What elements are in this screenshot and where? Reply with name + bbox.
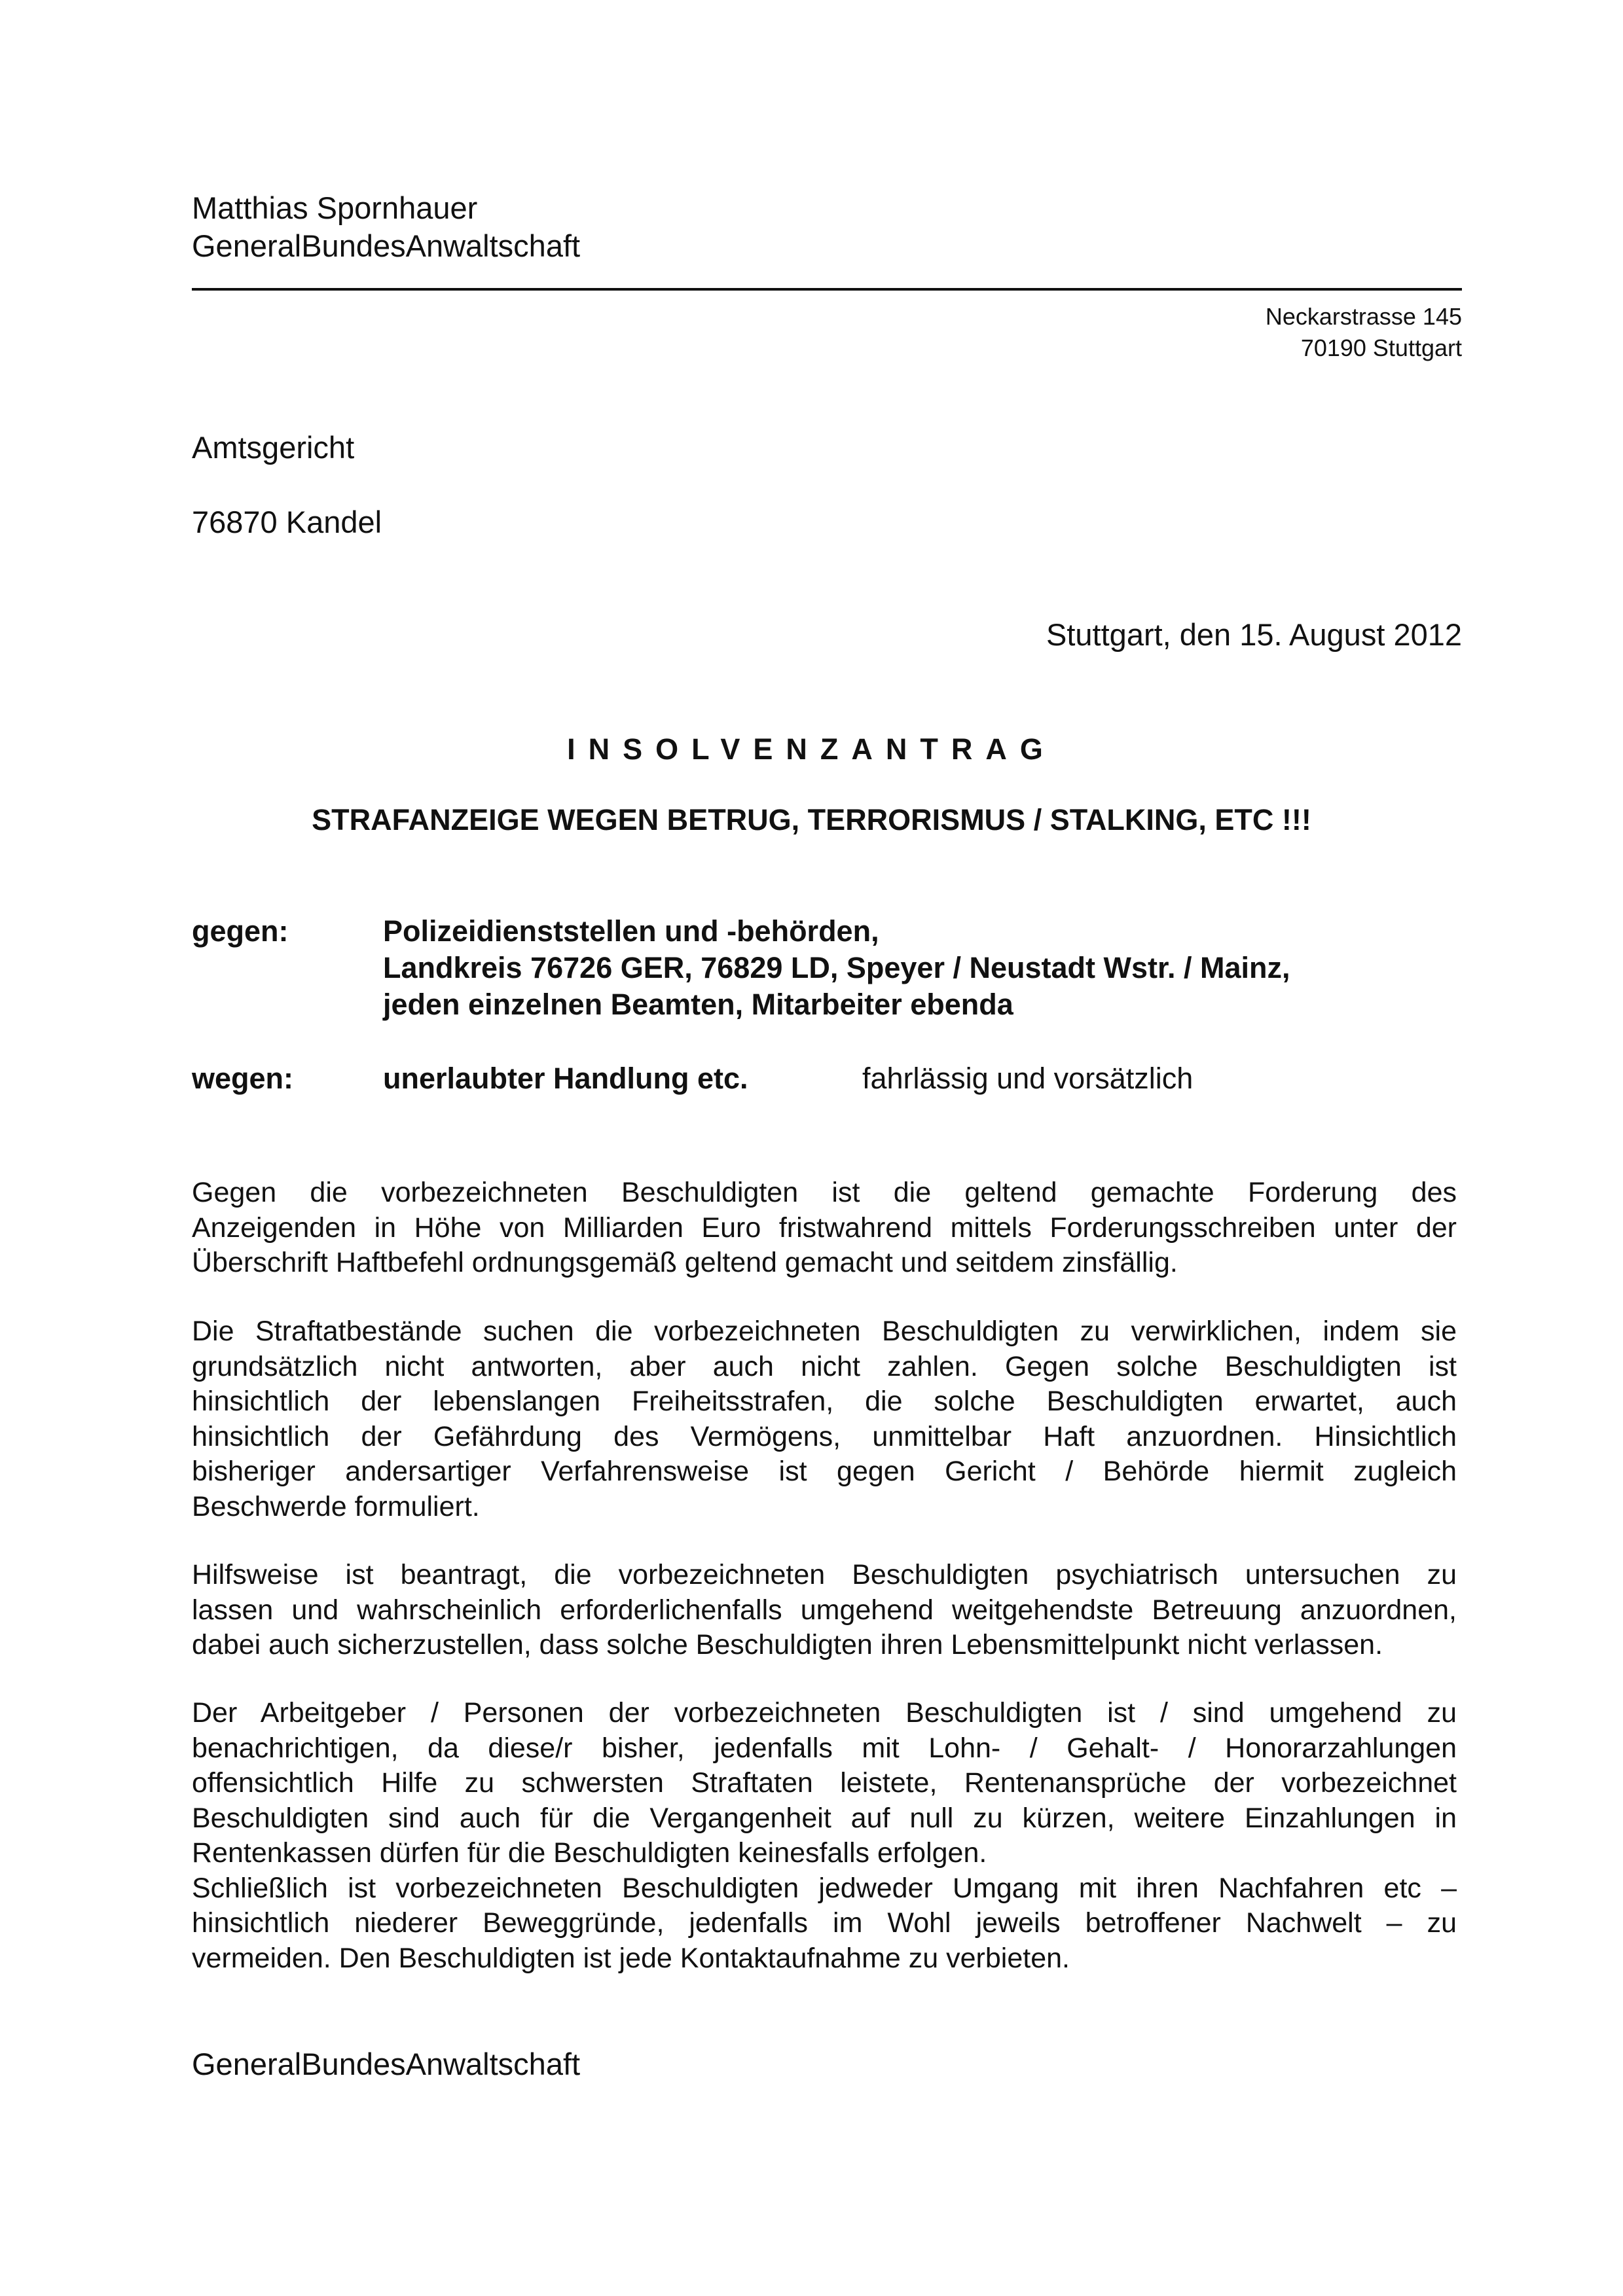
paragraph-line: Der Arbeitgeber / Personen der vorbezeichneten Beschuldigten ist / sind umgehend zu — [192, 1697, 1457, 1729]
body-paragraph — [192, 1314, 1457, 1524]
wegen-label: wegen: — [192, 1062, 294, 1095]
paragraph-line: Überschrift Haftbefehl ordnungsgemäß geltend gemacht und seitdem zinsfällig. — [192, 1247, 1178, 1278]
wegen-value: unerlaubter Handlung etc. — [383, 1062, 748, 1095]
sender-city: 70190 Stuttgart — [1300, 334, 1462, 361]
paragraph-line: Die Straftatbestände suchen die vorbezeichneten Beschuldigten zu verwirklichen, indem sie — [192, 1316, 1457, 1347]
paragraph-line: Beschwerde formuliert. — [192, 1490, 480, 1522]
gegen-line: jeden einzelnen Beamten, Mitarbeiter ebenda — [383, 988, 1013, 1021]
sender-organization: GeneralBundesAnwaltschaft — [192, 228, 581, 263]
paragraph-line: grundsätzlich nicht antworten, aber auch nicht zahlen. Gegen solche Beschuldigten ist — [192, 1350, 1457, 1382]
gegen-line: Landkreis 76726 GER, 76829 LD, Speyer / Neustadt Wstr. / Mainz, — [383, 951, 1290, 984]
signature: GeneralBundesAnwaltschaft — [192, 2047, 581, 2081]
paragraph-line: Beschuldigten sind auch für die Vergangenheit auf null zu kürzen, weitere Einzahlungen in — [192, 1802, 1457, 1834]
body-paragraph — [192, 1558, 1457, 1663]
body-paragraph — [192, 1696, 1457, 1976]
paragraph-line: Schließlich ist vorbezeichneten Beschuldigten jedweder Umgang mit ihren Nachfahren etc – — [192, 1872, 1457, 1904]
header-divider — [192, 288, 1462, 291]
sender-name: Matthias Spornhauer — [192, 190, 478, 225]
paragraph-line: dabei auch sicherzustellen, dass solche Beschuldigten ihren Lebensmittelpunkt nicht verlassen. — [192, 1629, 1383, 1660]
letter-date: Stuttgart, den 15. August 2012 — [1046, 617, 1462, 652]
paragraph-line: hinsichtlich der lebenslangen Freiheitsstrafen, die solche Beschuldigten erwartet, auch — [192, 1386, 1457, 1417]
paragraph-line: benachrichtigen, da diese/r bisher, jedenfalls mit Lohn- / Gehalt- / Honorarzahlungen — [192, 1732, 1457, 1764]
paragraph-line: Hilfsweise ist beantragt, die vorbezeichneten Beschuldigten psychiatrisch untersuchen zu — [192, 1559, 1457, 1590]
paragraph-line: lassen und wahrscheinlich erforderlichenfalls umgehend weitgehendste Betreuung anzuordnen, — [192, 1594, 1457, 1626]
paragraph-line: vermeiden. Den Beschuldigten ist jede Kontaktaufnahme zu verbieten. — [192, 1942, 1070, 1974]
recipient-name: Amtsgericht — [192, 430, 355, 465]
gegen-label: gegen: — [192, 914, 289, 948]
document-title: INSOLVENZANTRAG — [567, 732, 1056, 766]
paragraph-line: hinsichtlich niederer Beweggründe, jedenfalls im Wohl jeweils betroffener Nachwelt – zu — [192, 1907, 1457, 1939]
paragraph-line: Gegen die vorbezeichneten Beschuldigten ist die geltend gemachte Forderung des — [192, 1177, 1457, 1208]
paragraph-line: offensichtlich Hilfe zu schwersten Straftaten leistete, Rentenansprüche der vorbezeichnet — [192, 1767, 1457, 1799]
paragraph-line: bisheriger andersartiger Verfahrensweise ist gegen Gericht / Behörde hiermit zugleich — [192, 1456, 1457, 1487]
sender-street: Neckarstrasse 145 — [1265, 303, 1462, 330]
recipient-city: 76870 Kandel — [192, 505, 382, 539]
document-subtitle: STRAFANZEIGE WEGEN BETRUG, TERRORISMUS / STALKING, ETC !!! — [312, 803, 1311, 836]
gegen-line: Polizeidienststellen und -behörden, — [383, 914, 879, 948]
paragraph-line: Anzeigenden in Höhe von Milliarden Euro fristwahrend mittels Forderungsschreiben unter der — [192, 1211, 1457, 1244]
paragraph-line: hinsichtlich der Gefährdung des Vermögens, unmittelbar Haft anzuordnen. Hinsichtlich — [192, 1420, 1457, 1452]
body-paragraph — [192, 1175, 1457, 1281]
paragraph-line: Rentenkassen dürfen für die Beschuldigten keinesfalls erfolgen. — [192, 1837, 987, 1869]
wegen-note: fahrlässig und vorsätzlich — [862, 1062, 1194, 1095]
